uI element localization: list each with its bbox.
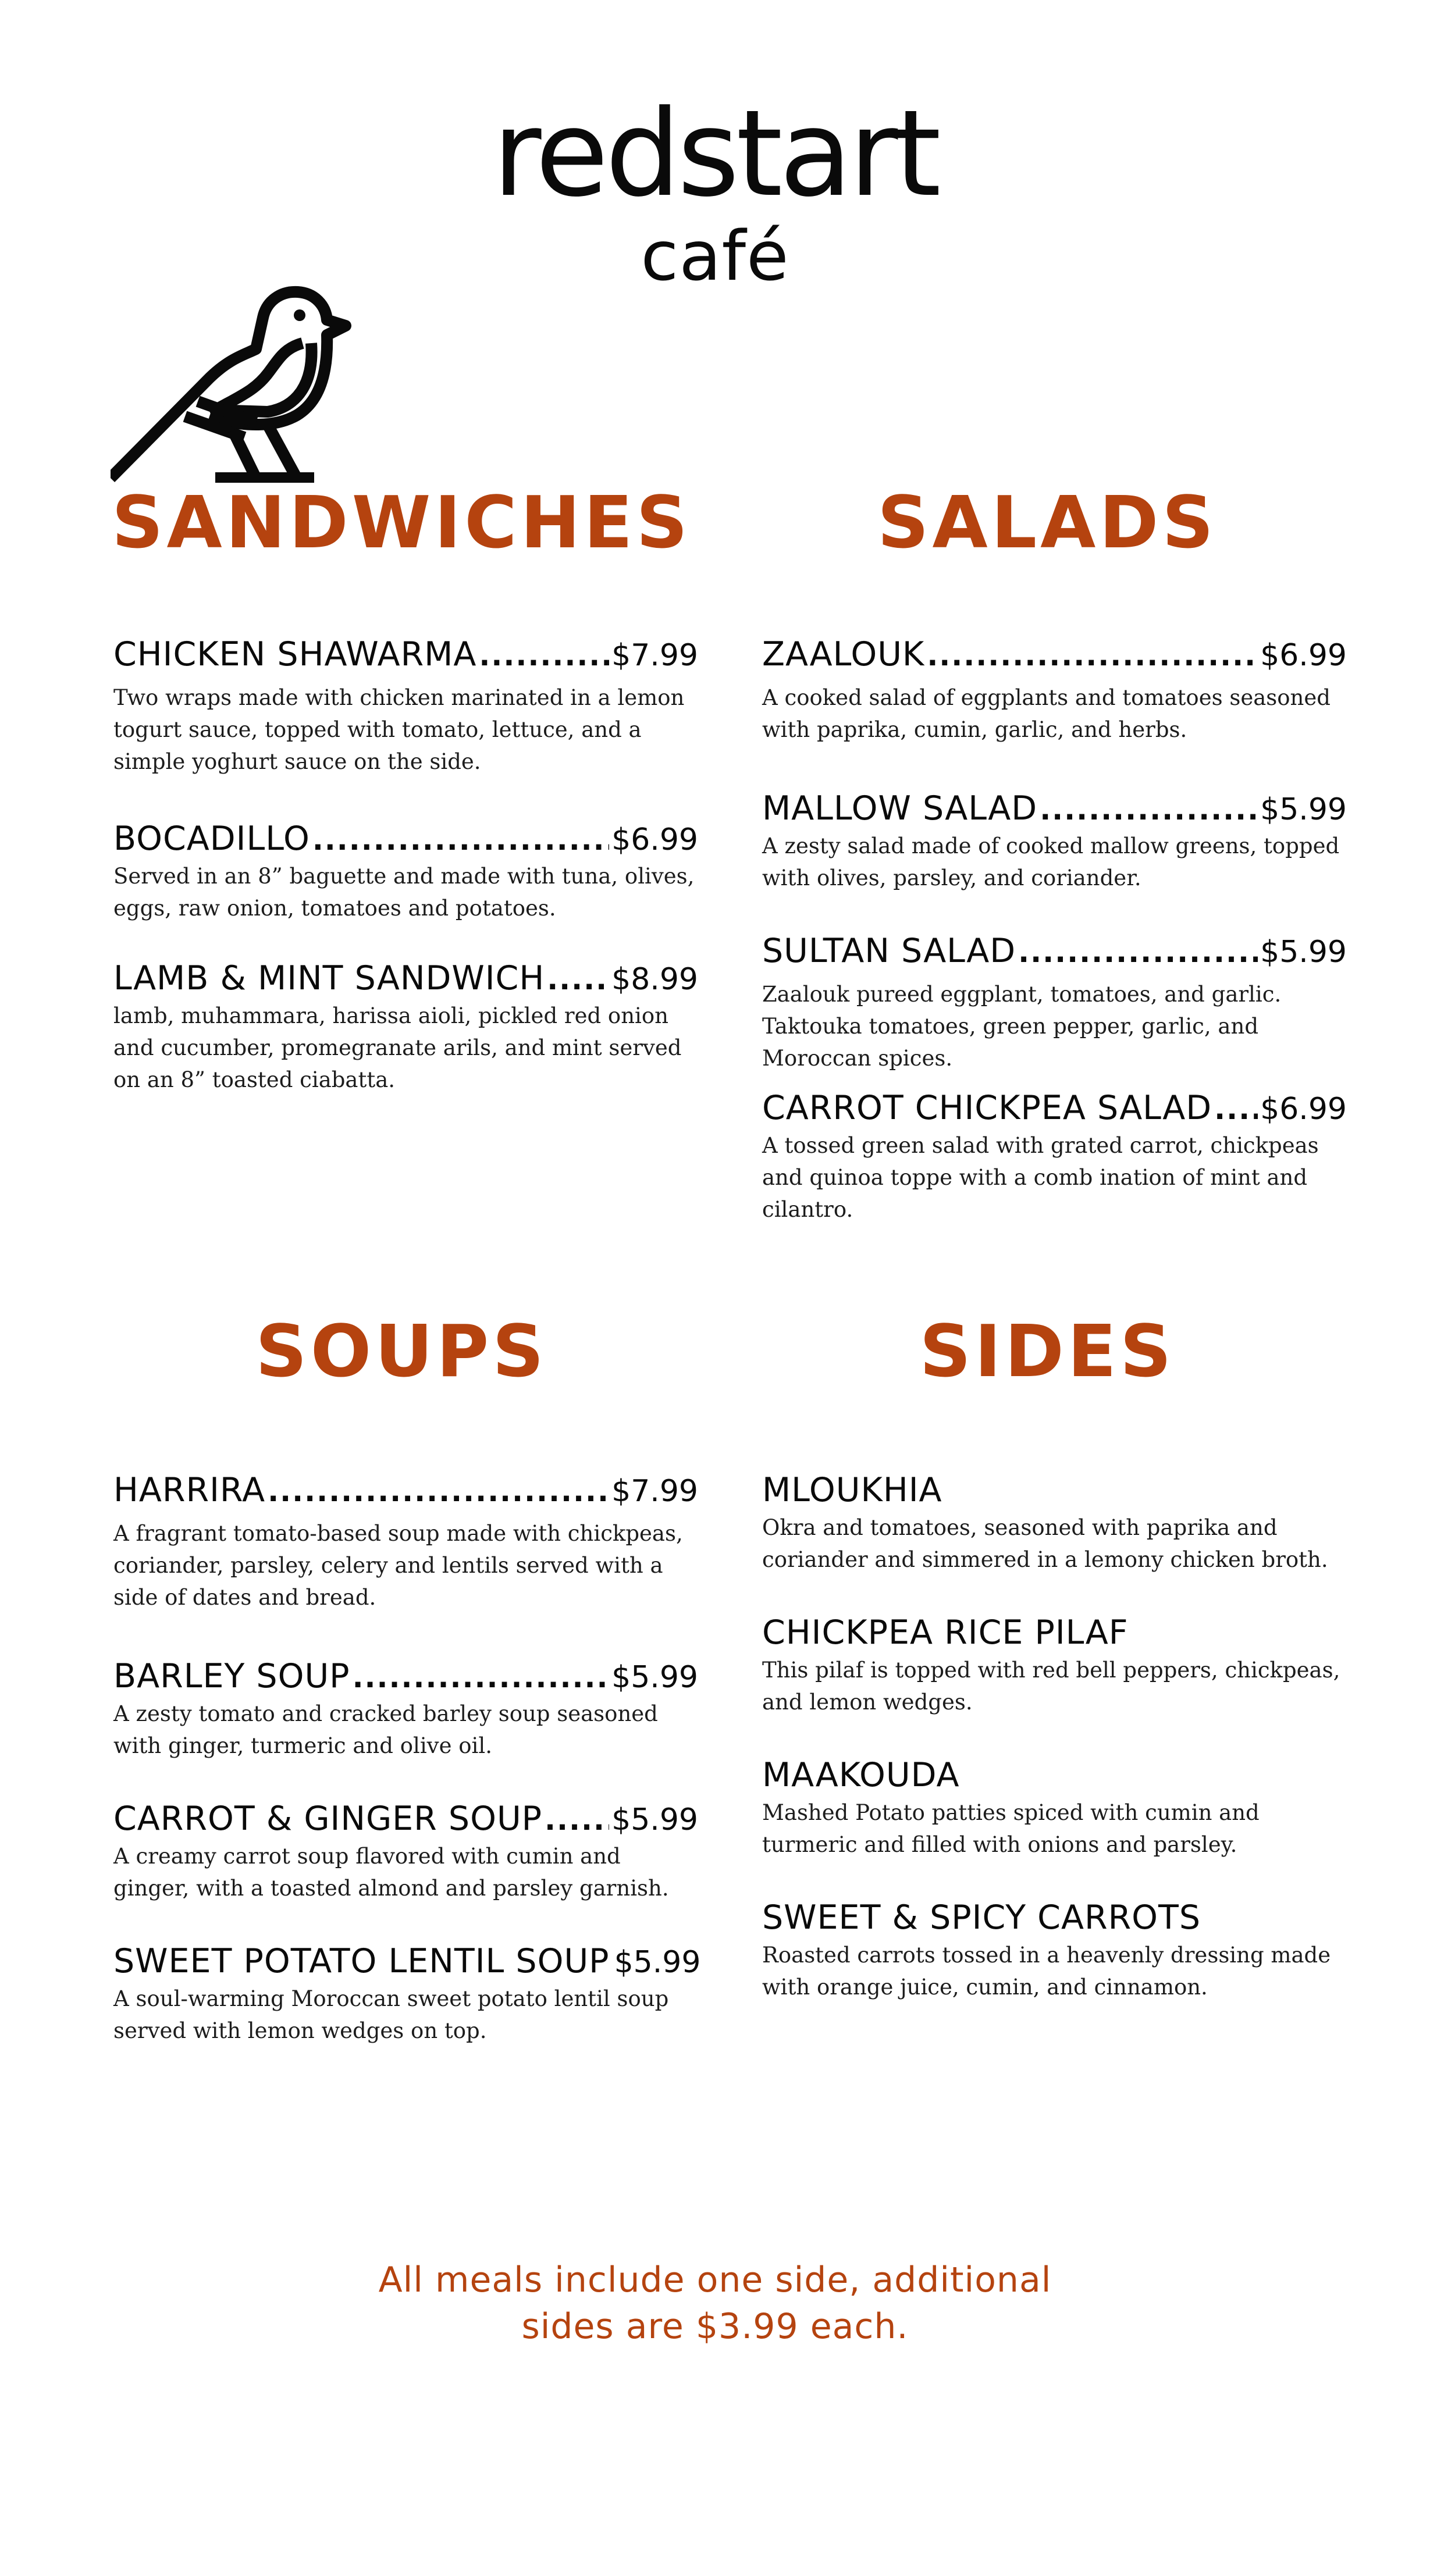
section-title-salads: SALADS <box>877 482 1218 565</box>
menu-item <box>113 1940 701 2047</box>
item-name: BARLEY SOUP <box>113 1657 350 1695</box>
item-name: LAMB & MINT SANDWICH <box>113 959 545 997</box>
menu-item <box>762 1086 1347 1225</box>
menu-item <box>762 787 1347 894</box>
item-price: $6.99 <box>611 822 698 857</box>
item-description: A zesty salad made of cooked mallow greens, topped with olives, parsley, and coriander. <box>762 833 1340 890</box>
item-description: A soul-warming Moroccan sweet potato lentil soup served with lemon wedges on top. <box>113 1986 669 2043</box>
brand-name: redstart <box>492 85 938 223</box>
dot-leader <box>268 1470 609 1513</box>
item-name: MALLOW SALAD <box>762 789 1038 828</box>
dot-leader <box>353 1656 610 1699</box>
item-description: lamb, muhammara, harissa aioli, pickled red onion and cucumber, promegranate arils, and mint served on an 8” toasted ciabatta. <box>113 1003 682 1092</box>
dot-leader <box>927 634 1258 677</box>
item-description: Mashed Potato patties spiced with cumin and turmeric and filled with onions and parsley. <box>762 1800 1260 1857</box>
menu-item <box>113 1797 698 1904</box>
item-name: SULTAN SALAD <box>762 932 1016 970</box>
dot-leader <box>545 1798 609 1841</box>
item-name: ZAALOUK <box>762 635 925 674</box>
section-title-sides: SIDES <box>919 1310 1175 1394</box>
dot-leader <box>1040 788 1258 831</box>
item-price: $7.99 <box>611 1474 698 1509</box>
item-name: HARRIRA <box>113 1471 266 1509</box>
menu-item <box>762 929 1347 1074</box>
item-price: $5.99 <box>614 1945 701 1980</box>
menu-item <box>762 633 1347 746</box>
item-price: $5.99 <box>611 1660 698 1695</box>
item-name: BOCADILLO <box>113 820 310 858</box>
item-description: A cooked salad of eggplants and tomatoes seasoned with paprika, cumin, garlic, and herbs. <box>762 685 1331 742</box>
menu-item <box>762 1611 1347 1718</box>
menu-item <box>762 1754 1347 1861</box>
menu-item <box>762 1896 1347 2003</box>
item-name: MAAKOUDA <box>762 1756 960 1794</box>
item-description: Served in an 8” baguette and made with tuna, olives, eggs, raw onion, tomatoes and potatoes. <box>113 864 695 921</box>
item-description: A tossed green salad with grated carrot, chickpeas and quinoa toppe with a comb ination of mint and cilantro. <box>762 1133 1319 1222</box>
item-price: $6.99 <box>1260 638 1347 673</box>
footer-line-1: All meals include one side, additional <box>378 2260 1052 2300</box>
item-description: Two wraps made with chicken marinated in a lemon togurt sauce, topped with tomato, lettuce, and a simple yoghurt sauce on the side. <box>113 685 685 774</box>
bird-logo-icon <box>111 285 367 483</box>
item-name: CARROT & GINGER SOUP <box>113 1800 543 1838</box>
item-name: SWEET & SPICY CARROTS <box>762 1898 1201 1937</box>
item-name: CHICKEN SHAWARMA <box>113 635 477 674</box>
brand-subtitle: café <box>641 216 789 296</box>
item-name: SWEET POTATO LENTIL SOUP <box>113 1942 610 1980</box>
menu-item <box>113 1469 698 1613</box>
item-price: $7.99 <box>611 638 698 673</box>
item-description: A fragrant tomato-based soup made with chickpeas, coriander, parsley, celery and lentils served with a side of dates and bread. <box>113 1521 683 1610</box>
item-name: CHICKPEA RICE PILAF <box>762 1613 1129 1652</box>
menu-item <box>113 633 698 778</box>
menu-item <box>113 957 698 1096</box>
item-description: Zaalouk pureed eggplant, tomatoes, and garlic. Taktouka tomatoes, green pepper, garlic, and Moroccan spices. <box>762 982 1282 1071</box>
footer-note <box>0 2257 1430 2350</box>
item-name: MLOUKHIA <box>762 1471 942 1509</box>
item-price: $5.99 <box>611 1802 698 1837</box>
item-description: A zesty tomato and cracked barley soup seasoned with ginger, turmeric and olive oil. <box>113 1701 658 1758</box>
menu-item <box>113 1655 698 1762</box>
footer-line-2: sides are $3.99 each. <box>521 2306 909 2347</box>
item-price: $6.99 <box>1260 1092 1347 1127</box>
dot-leader <box>479 634 609 677</box>
brand-header <box>0 87 1430 297</box>
dot-leader <box>1018 931 1258 974</box>
section-title-sandwiches: SANDWICHES <box>111 482 692 565</box>
menu-item <box>113 817 698 924</box>
menu-item <box>762 1469 1347 1576</box>
item-description: This pilaf is topped with red bell peppers, chickpeas, and lemon wedges. <box>762 1658 1340 1715</box>
item-description: A creamy carrot soup flavored with cumin and ginger, with a toasted almond and parsley garnish. <box>113 1844 669 1901</box>
item-description: Roasted carrots tossed in a heavenly dressing made with orange juice, cumin, and cinnamon. <box>762 1943 1331 2000</box>
item-description: Okra and tomatoes, seasoned with paprika and coriander and simmered in a lemony chicken broth. <box>762 1515 1328 1572</box>
item-price: $5.99 <box>1260 792 1347 827</box>
item-name: CARROT CHICKPEA SALAD <box>762 1089 1212 1127</box>
section-title-soups: SOUPS <box>255 1310 547 1394</box>
dot-leader <box>1214 1088 1258 1131</box>
item-price: $8.99 <box>611 962 698 997</box>
dot-leader <box>547 958 609 1001</box>
item-price: $5.99 <box>1260 935 1347 970</box>
dot-leader <box>312 818 609 861</box>
